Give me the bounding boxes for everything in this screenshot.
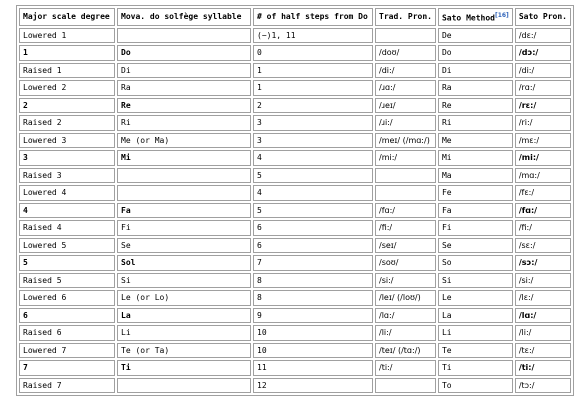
- trad-pron-cell: [375, 185, 436, 201]
- movable-do-cell: Sol: [117, 255, 251, 271]
- scale-degree-cell: Raised 6: [19, 325, 115, 341]
- sato-method-cell: Ri: [438, 115, 513, 131]
- half-steps-cell: 1: [253, 63, 373, 79]
- table-row: [19, 238, 571, 254]
- solfege-table: [16, 5, 574, 396]
- half-steps-cell: 6: [253, 220, 373, 236]
- half-steps-cell: 5: [253, 168, 373, 184]
- half-steps-cell: 10: [253, 343, 373, 359]
- sato-method-cell: Me: [438, 133, 513, 149]
- scale-degree-cell: 6: [19, 308, 115, 324]
- movable-do-cell: [117, 185, 251, 201]
- sato-method-cell: Di: [438, 63, 513, 79]
- sato-method-cell: La: [438, 308, 513, 324]
- table-row: [19, 133, 571, 149]
- trad-pron-cell: /li:/: [375, 325, 436, 341]
- scale-degree-cell: Raised 3: [19, 168, 115, 184]
- sato-method-cell: Se: [438, 238, 513, 254]
- sato-pron-cell: /fi:/: [515, 220, 571, 236]
- movable-do-cell: Fi: [117, 220, 251, 236]
- scale-degree-cell: 3: [19, 150, 115, 166]
- scale-degree-cell: Lowered 6: [19, 290, 115, 306]
- trad-pron-cell: /soʊ/: [375, 255, 436, 271]
- movable-do-cell: Le (or Lo): [117, 290, 251, 306]
- half-steps-cell: 9: [253, 308, 373, 324]
- movable-do-cell: Se: [117, 238, 251, 254]
- citation-link[interactable]: [16]: [494, 12, 509, 19]
- header-sato-method: [438, 8, 513, 26]
- trad-pron-cell: /seɪ/: [375, 238, 436, 254]
- table-row: [19, 80, 571, 96]
- movable-do-cell: Li: [117, 325, 251, 341]
- sato-pron-cell: /li:/: [515, 325, 571, 341]
- half-steps-cell: 3: [253, 133, 373, 149]
- sato-method-cell: Mi: [438, 150, 513, 166]
- half-steps-cell: 1: [253, 80, 373, 96]
- sato-pron-cell: /tɛ:/: [515, 343, 571, 359]
- sato-pron-cell: /mɑ:/: [515, 168, 571, 184]
- half-steps-cell: 12: [253, 378, 373, 394]
- scale-degree-cell: Raised 1: [19, 63, 115, 79]
- half-steps-cell: 10: [253, 325, 373, 341]
- sato-pron-cell: /tɔ:/: [515, 378, 571, 394]
- scale-degree-cell: 4: [19, 203, 115, 219]
- sato-method-cell: Re: [438, 98, 513, 114]
- scale-degree-cell: Lowered 3: [19, 133, 115, 149]
- sato-pron-cell: /mi:/: [515, 150, 571, 166]
- sato-pron-cell: /fɛ:/: [515, 185, 571, 201]
- sato-pron-cell: /dɛ:/: [515, 28, 571, 44]
- half-steps-cell: 7: [253, 255, 373, 271]
- table-row: [19, 343, 571, 359]
- table-row: [19, 325, 571, 341]
- movable-do-cell: Ra: [117, 80, 251, 96]
- movable-do-cell: La: [117, 308, 251, 324]
- sato-pron-cell: /ri:/: [515, 115, 571, 131]
- movable-do-cell: Me (or Ma): [117, 133, 251, 149]
- scale-degree-cell: 1: [19, 45, 115, 61]
- half-steps-cell: 11: [253, 360, 373, 376]
- trad-pron-cell: /leɪ/ (/loʊ/): [375, 290, 436, 306]
- half-steps-cell: 4: [253, 185, 373, 201]
- scale-degree-cell: Lowered 4: [19, 185, 115, 201]
- table-row: [19, 203, 571, 219]
- sato-method-cell: Fi: [438, 220, 513, 236]
- sato-method-cell: De: [438, 28, 513, 44]
- movable-do-cell: Di: [117, 63, 251, 79]
- sato-method-cell: Li: [438, 325, 513, 341]
- table-row: [19, 273, 571, 289]
- movable-do-cell: Mi: [117, 150, 251, 166]
- sato-method-cell: So: [438, 255, 513, 271]
- trad-pron-cell: [375, 28, 436, 44]
- trad-pron-cell: /fi:/: [375, 220, 436, 236]
- table-body: [19, 28, 571, 394]
- table-row: [19, 378, 571, 394]
- table-row: [19, 360, 571, 376]
- movable-do-cell: Ti: [117, 360, 251, 376]
- sato-pron-cell: /lɑ:/: [515, 308, 571, 324]
- sato-method-cell: Ti: [438, 360, 513, 376]
- scale-degree-cell: 2: [19, 98, 115, 114]
- header-movable-do: Mova. do solfège syllable: [117, 8, 251, 26]
- scale-degree-cell: Lowered 5: [19, 238, 115, 254]
- trad-pron-cell: /lɑ:/: [375, 308, 436, 324]
- scale-degree-cell: Raised 2: [19, 115, 115, 131]
- header-half-steps: # of half steps from Do: [253, 8, 373, 26]
- movable-do-cell: Ri: [117, 115, 251, 131]
- movable-do-cell: Te (or Ta): [117, 343, 251, 359]
- sato-method-cell: Le: [438, 290, 513, 306]
- sato-pron-cell: /sɛ:/: [515, 238, 571, 254]
- half-steps-cell: 5: [253, 203, 373, 219]
- half-steps-cell: 8: [253, 290, 373, 306]
- trad-pron-cell: /ɹi:/: [375, 115, 436, 131]
- trad-pron-cell: /meɪ/ (/mɑ:/): [375, 133, 436, 149]
- scale-degree-cell: 7: [19, 360, 115, 376]
- table-row: [19, 150, 571, 166]
- header-scale-degree: Major scale degree: [19, 8, 115, 26]
- table-row: [19, 255, 571, 271]
- movable-do-cell: [117, 168, 251, 184]
- sato-pron-cell: /di:/: [515, 63, 571, 79]
- scale-degree-cell: Raised 4: [19, 220, 115, 236]
- movable-do-cell: [117, 28, 251, 44]
- table-row: [19, 115, 571, 131]
- scale-degree-cell: Lowered 1: [19, 28, 115, 44]
- table-row: [19, 168, 571, 184]
- table-row: [19, 290, 571, 306]
- trad-pron-cell: /ɹeɪ/: [375, 98, 436, 114]
- sato-pron-cell: /rɑ:/: [515, 80, 571, 96]
- header-sato-pron: Sato Pron.: [515, 8, 571, 26]
- table-row: [19, 185, 571, 201]
- sato-method-cell: Ma: [438, 168, 513, 184]
- sato-method-cell: Fa: [438, 203, 513, 219]
- table-row: [19, 45, 571, 61]
- table-row: [19, 220, 571, 236]
- half-steps-cell: 0: [253, 45, 373, 61]
- table-row: [19, 98, 571, 114]
- table-row: [19, 308, 571, 324]
- movable-do-cell: Re: [117, 98, 251, 114]
- sato-method-cell: Ra: [438, 80, 513, 96]
- trad-pron-cell: [375, 168, 436, 184]
- half-steps-cell: 6: [253, 238, 373, 254]
- scale-degree-cell: Raised 7: [19, 378, 115, 394]
- trad-pron-cell: /doʊ/: [375, 45, 436, 61]
- scale-degree-cell: Raised 5: [19, 273, 115, 289]
- sato-method-cell: Te: [438, 343, 513, 359]
- movable-do-cell: Si: [117, 273, 251, 289]
- trad-pron-cell: /di:/: [375, 63, 436, 79]
- half-steps-cell: 4: [253, 150, 373, 166]
- trad-pron-cell: /teɪ/ (/tɑ:/): [375, 343, 436, 359]
- trad-pron-cell: [375, 378, 436, 394]
- scale-degree-cell: Lowered 2: [19, 80, 115, 96]
- trad-pron-cell: /ti:/: [375, 360, 436, 376]
- movable-do-cell: Fa: [117, 203, 251, 219]
- sato-pron-cell: /dɔ:/: [515, 45, 571, 61]
- sato-pron-cell: /fɑ:/: [515, 203, 571, 219]
- sato-pron-cell: /sɔ:/: [515, 255, 571, 271]
- movable-do-cell: Do: [117, 45, 251, 61]
- header-trad-pron: Trad. Pron.: [375, 8, 436, 26]
- sato-method-cell: Do: [438, 45, 513, 61]
- half-steps-cell: 8: [253, 273, 373, 289]
- movable-do-cell: [117, 378, 251, 394]
- half-steps-cell: 2: [253, 98, 373, 114]
- scale-degree-cell: Lowered 7: [19, 343, 115, 359]
- sato-method-cell: To: [438, 378, 513, 394]
- half-steps-cell: (−)1, 11: [253, 28, 373, 44]
- sato-pron-cell: /mɛ:/: [515, 133, 571, 149]
- table-row: [19, 28, 571, 44]
- sato-pron-cell: /rɛ:/: [515, 98, 571, 114]
- half-steps-cell: 3: [253, 115, 373, 131]
- sato-method-cell: Fe: [438, 185, 513, 201]
- trad-pron-cell: /mi:/: [375, 150, 436, 166]
- header-sato-method-label: Sato Method: [441, 13, 495, 23]
- trad-pron-cell: /ɹɑ:/: [375, 80, 436, 96]
- table-row: [19, 63, 571, 79]
- sato-pron-cell: /ti:/: [515, 360, 571, 376]
- scale-degree-cell: 5: [19, 255, 115, 271]
- trad-pron-cell: /fɑ:/: [375, 203, 436, 219]
- sato-method-cell: Si: [438, 273, 513, 289]
- sato-pron-cell: /si:/: [515, 273, 571, 289]
- header-row: [19, 8, 571, 26]
- sato-pron-cell: /lɛ:/: [515, 290, 571, 306]
- trad-pron-cell: /si:/: [375, 273, 436, 289]
